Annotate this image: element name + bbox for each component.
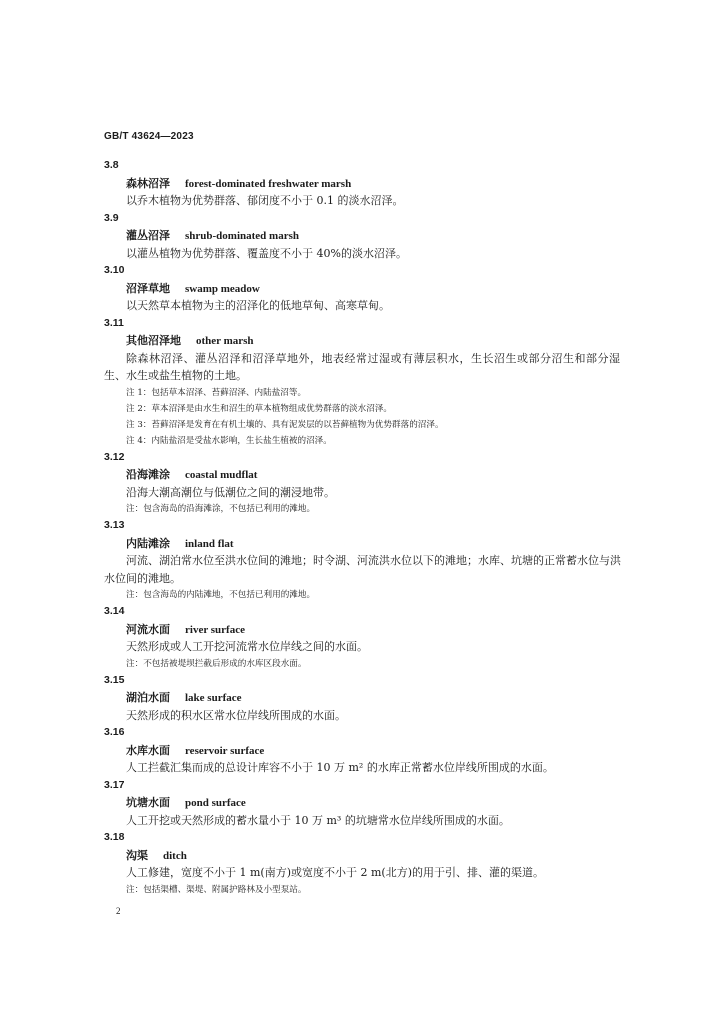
term-number: 3.16 (104, 726, 125, 738)
term-definition: 天然形成的积水区常水位岸线所围成的水面。 (126, 708, 346, 722)
term-number: 3.15 (104, 673, 125, 686)
term-entry (104, 315, 624, 449)
term-definition: 以天然草本植物为主的沼泽化的低地草甸、高寒草甸。 (126, 299, 390, 312)
term-entry (104, 603, 624, 672)
term-english: swamp meadow (185, 282, 260, 295)
term-number: 3.9 (104, 211, 119, 224)
term-definition: 除森林沼泽、灌丛沼泽和沼泽草地外，地表经常过湿或有薄层积水，生长沼生或部分沼生和部分湿 (126, 351, 620, 365)
term-definition: 人工拦截汇集而成的总设计库容不小于 10 万 m² 的水库正常蓄水位岸线所围成的水面。 (126, 761, 554, 774)
term-english: inland flat (185, 537, 234, 550)
term-chinese: 沿海滩涂 (126, 468, 170, 481)
term-heading (104, 794, 624, 812)
term-english: river surface (185, 623, 245, 636)
term-heading (104, 466, 624, 484)
term-number: 3.11 (104, 316, 124, 329)
term-note: 注 2：草本沼泽是由水生和沼生的草本植物组成优势群落的淡水沼泽。 (126, 403, 393, 414)
term-chinese: 灌丛沼泽 (126, 229, 170, 242)
term-heading (104, 280, 624, 298)
term-definition: 沿海大潮高潮位与低潮位之间的潮浸地带。 (126, 485, 335, 499)
term-heading (104, 847, 624, 865)
term-heading (104, 742, 624, 760)
term-note: 注 4：内陆盐沼是受盐水影响，生长盐生植被的沼泽。 (126, 435, 332, 446)
term-entry (104, 829, 624, 898)
term-number: 3.10 (104, 264, 125, 276)
term-definition-continued: 水位间的滩地。 (104, 571, 181, 585)
term-entry (104, 517, 624, 603)
term-number: 3.13 (104, 519, 125, 531)
term-definition: 以灌丛植物为优势群落、覆盖度不小于 40%的淡水沼泽。 (126, 246, 407, 260)
term-note: 注：包括渠槽、渠堤、附属护路林及小型泵站。 (126, 884, 307, 895)
term-note: 注：包含海岛的内陆滩地，不包括已利用的滩地。 (126, 590, 316, 600)
term-english: ditch (163, 849, 187, 862)
term-english: pond surface (185, 797, 246, 809)
term-definition: 河流、湖泊常水位至洪水位间的滩地；时令湖、河流洪水位以下的滩地；水库、坑塘的正常蓄水位与洪 (126, 554, 621, 567)
term-number: 3.17 (104, 778, 125, 791)
term-entry (104, 672, 624, 725)
term-definition: 人工修建，宽度不小于 1 m(南方)或宽度不小于 2 m(北方)的用于引、排、灌的渠道。 (126, 866, 545, 879)
term-entry (104, 210, 624, 263)
term-entry (104, 449, 624, 518)
term-entry (104, 262, 624, 315)
term-heading (104, 227, 624, 245)
term-english: lake surface (185, 692, 242, 704)
term-definition-continued: 生、水生或盐生植物的土地。 (104, 369, 247, 382)
term-chinese: 其他沼泽地 (126, 334, 181, 347)
page-number: 2 (116, 906, 121, 916)
term-heading (104, 621, 624, 639)
term-english: shrub-dominated marsh (185, 230, 299, 242)
term-heading (104, 175, 624, 193)
term-chinese: 湖泊水面 (126, 691, 170, 704)
term-number: 3.18 (104, 831, 125, 843)
term-chinese: 水库水面 (126, 743, 170, 757)
term-chinese: 森林沼泽 (126, 176, 170, 190)
terms-list (104, 157, 624, 898)
term-note: 注 1：包括草本沼泽、苔藓沼泽、内陆盐沼等。 (126, 387, 307, 398)
term-entry (104, 777, 624, 830)
term-heading (104, 689, 624, 707)
term-entry (104, 724, 624, 777)
term-definition: 以乔木植物为优势群落、郁闭度不小于 0.1 的淡水沼泽。 (126, 194, 404, 207)
standard-code-header: GB/T 43624—2023 (104, 131, 194, 142)
term-heading (104, 332, 624, 350)
term-note: 注 3：苔藓沼泽是发育在有机土壤的、具有泥炭层的以苔藓植物为优势群落的沼泽。 (126, 419, 444, 430)
term-heading (104, 535, 624, 553)
term-english: other marsh (196, 335, 254, 347)
term-chinese: 河流水面 (126, 622, 170, 636)
term-english: reservoir surface (185, 744, 265, 757)
term-chinese: 沼泽草地 (126, 281, 170, 295)
term-note: 注：不包括被堤坝拦截后形成的水库区段水面。 (126, 658, 307, 669)
term-chinese: 内陆滩涂 (126, 536, 170, 550)
term-definition: 天然形成或人工开挖河流常水位岸线之间的水面。 (126, 640, 368, 653)
term-english: forest-dominated freshwater marsh (185, 177, 352, 190)
term-number: 3.8 (104, 159, 119, 171)
term-note: 注：包含海岛的沿海滩涂，不包括已利用的滩地。 (126, 504, 316, 514)
term-definition: 人工开挖或天然形成的蓄水量小于 10 万 m³ 的坑塘常水位岸线所围成的水面。 (126, 813, 510, 827)
term-chinese: 坑塘水面 (126, 796, 170, 809)
term-entry (104, 157, 624, 210)
term-number: 3.12 (104, 450, 125, 463)
term-english: coastal mudflat (185, 469, 258, 481)
term-number: 3.14 (104, 605, 125, 617)
term-chinese: 沟渠 (126, 848, 148, 862)
